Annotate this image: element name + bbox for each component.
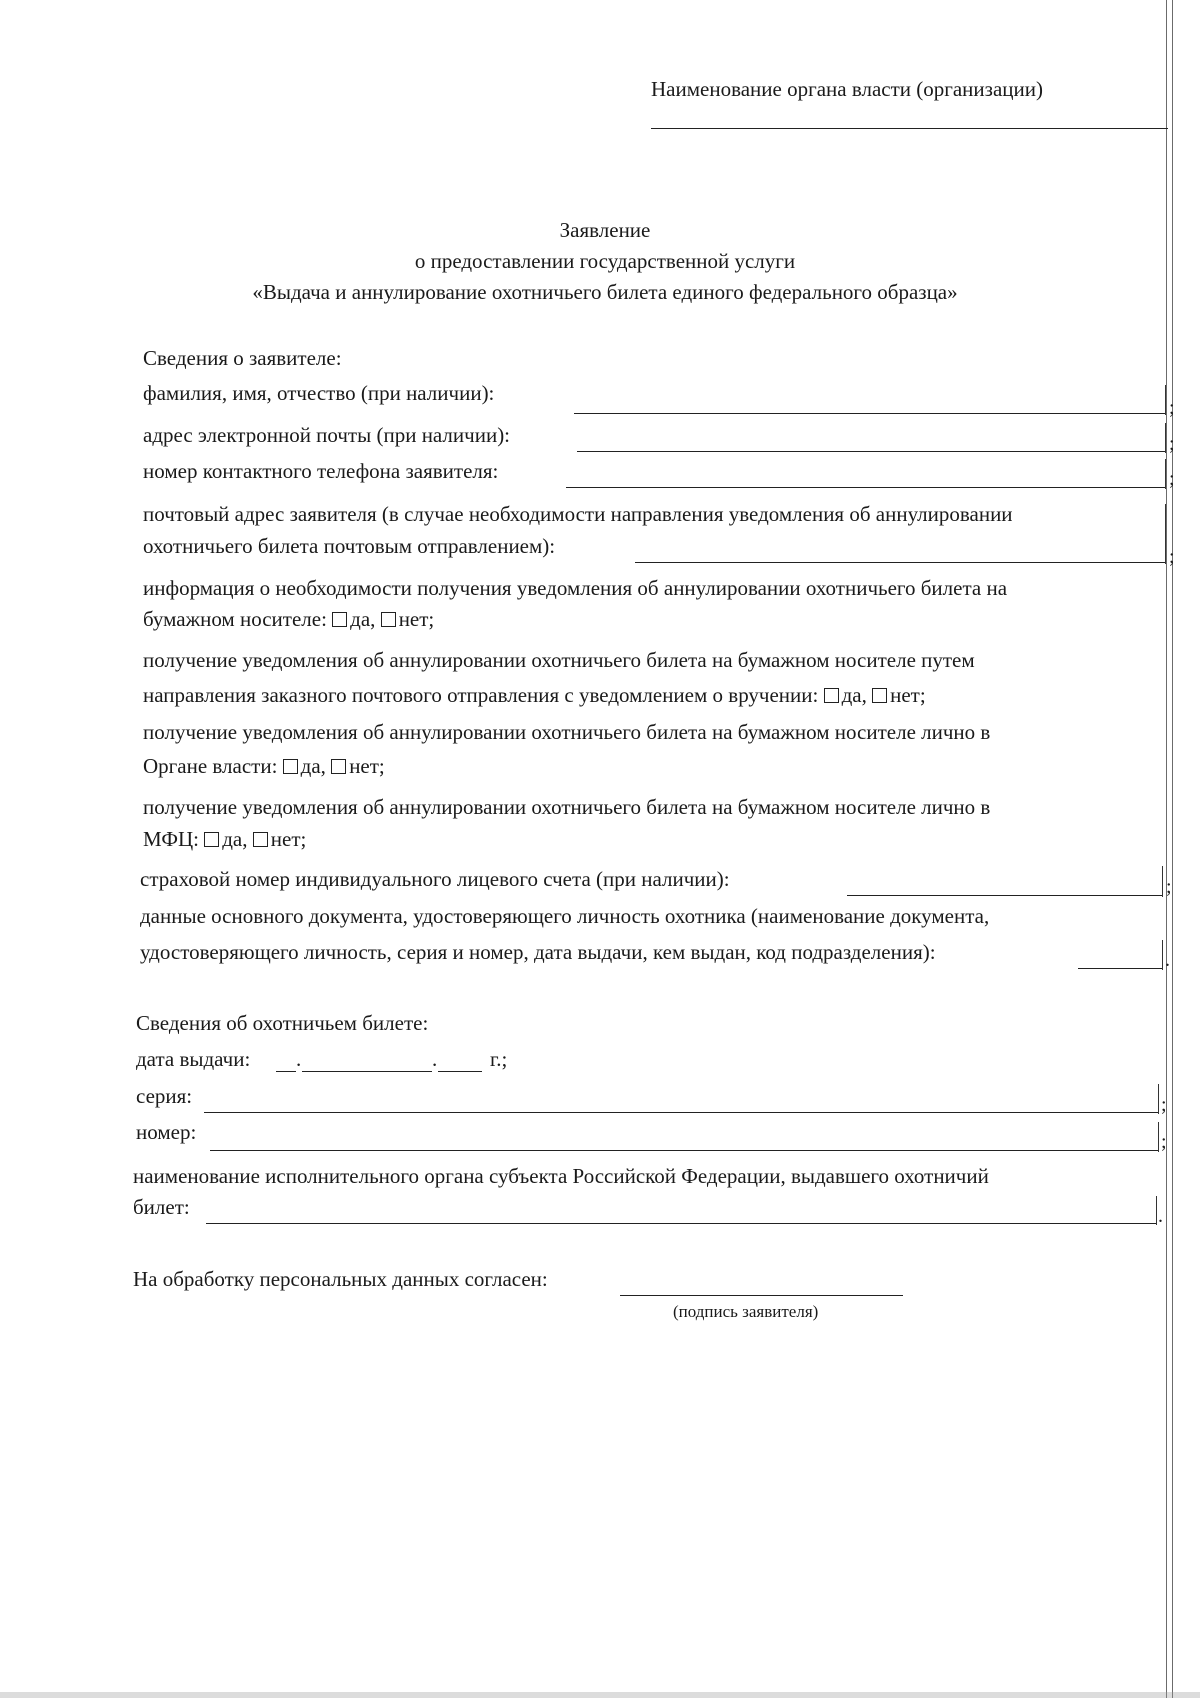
issuer-field[interactable] — [206, 1223, 1156, 1224]
field-end-tick — [1156, 1196, 1157, 1225]
paper-notice-yes-checkbox[interactable] — [332, 612, 347, 627]
issuer-label-line1: наименование исполнительного органа субъекта Российской Федерации, выдавшего охотничий — [133, 1164, 989, 1188]
series-field[interactable] — [204, 1112, 1158, 1113]
service-name: «Выдача и аннулирование охотничьего билета единого федерального образца» — [252, 280, 958, 304]
issuer-label-line2: билет: — [133, 1195, 190, 1219]
full-name-semicolon: ; — [1169, 397, 1175, 419]
id-document-label-line1: данные основного документа, удостоверяющего личность охотника (наименование документа, — [140, 904, 990, 928]
full-name-field[interactable] — [574, 413, 1165, 414]
in-person-authority-yes-label: да, — [300, 754, 326, 778]
field-end-tick — [1158, 1122, 1159, 1152]
registered-mail-yes-checkbox[interactable] — [824, 688, 839, 703]
postal-address-semicolon: ; — [1169, 546, 1175, 568]
applicant-section-heading: Сведения о заявителе: — [143, 346, 342, 370]
field-end-tick — [1162, 940, 1163, 970]
snils-field[interactable] — [847, 895, 1162, 896]
in-person-mfc-label-line1: получение уведомления об аннулировании охотничьего билета на бумажном носителе лично в — [143, 795, 991, 819]
field-end-tick — [1165, 504, 1166, 564]
scan-bottom-strip — [0, 1692, 1200, 1698]
snils-semicolon: ; — [1166, 876, 1172, 898]
id-document-field[interactable] — [1078, 968, 1162, 969]
in-person-mfc-yes-label: да, — [222, 827, 248, 851]
issue-date-label: дата выдачи: — [136, 1047, 251, 1071]
in-person-authority-label-line1: получение уведомления об аннулировании охотничьего билета на бумажном носителе лично в — [143, 720, 991, 744]
in-person-authority-line2 — [143, 753, 385, 779]
field-end-tick — [1165, 385, 1166, 415]
signature-field[interactable] — [620, 1295, 903, 1296]
number-field[interactable] — [210, 1150, 1158, 1151]
in-person-mfc-yes-checkbox[interactable] — [204, 832, 219, 847]
registered-mail-yes-label: да, — [841, 683, 867, 707]
in-person-authority-label-line2: Органе власти: — [143, 754, 278, 778]
in-person-authority-no-checkbox[interactable] — [331, 759, 346, 774]
issue-date-day-field[interactable] — [276, 1071, 296, 1072]
paper-notice-label-line2: бумажном носителе: — [143, 607, 327, 631]
id-document-period: . — [1165, 949, 1170, 971]
postal-address-label-line2: охотничьего билета почтовым отправлением): — [143, 534, 556, 558]
phone-semicolon: ; — [1169, 468, 1175, 490]
number-label: номер: — [136, 1120, 197, 1144]
issuer-period: . — [1158, 1205, 1163, 1227]
registered-mail-label-line2: направления заказного почтового отправления с уведомлением о вручении: — [143, 683, 819, 707]
phone-label: номер контактного телефона заявителя: — [143, 459, 499, 483]
in-person-authority-yes-checkbox[interactable] — [283, 759, 298, 774]
registered-mail-no-label: нет; — [890, 683, 926, 707]
field-end-tick — [1165, 459, 1166, 489]
series-label: серия: — [136, 1084, 193, 1108]
registered-mail-label-line1: получение уведомления об аннулировании охотничьего билета на бумажном носителе путем — [143, 648, 975, 672]
paper-notice-label-line1: информация о необходимости получения уведомления об аннулировании охотничьего билета на — [143, 576, 1008, 600]
registered-mail-no-checkbox[interactable] — [872, 688, 887, 703]
ticket-section-heading: Сведения об охотничьем билете: — [136, 1011, 429, 1035]
authority-name-field[interactable] — [651, 128, 1168, 129]
phone-field[interactable] — [566, 487, 1165, 488]
field-end-tick — [1158, 1084, 1159, 1114]
email-label: адрес электронной почты (при наличии): — [143, 423, 511, 447]
authority-label: Наименование органа власти (организации) — [651, 77, 1043, 101]
snils-label: страховой номер индивидуального лицевого счета (при наличии): — [140, 867, 730, 891]
issue-date-year-field[interactable] — [438, 1071, 482, 1072]
paper-notice-line2 — [143, 606, 434, 632]
in-person-mfc-no-checkbox[interactable] — [253, 832, 268, 847]
field-end-tick — [1162, 866, 1163, 897]
id-document-label-line2: удостоверяющего личность, серия и номер, дата выдачи, кем выдан, код подразделения): — [140, 940, 936, 964]
series-semicolon: ; — [1161, 1094, 1167, 1116]
in-person-mfc-line2 — [143, 826, 306, 852]
number-semicolon: ; — [1161, 1131, 1167, 1153]
in-person-authority-no-label: нет; — [349, 754, 385, 778]
postal-address-field[interactable] — [635, 562, 1165, 563]
email-semicolon: ; — [1169, 433, 1175, 455]
email-field[interactable] — [577, 451, 1165, 452]
consent-label: На обработку персональных данных согласен: — [133, 1267, 548, 1291]
issue-date-dot: . — [432, 1047, 438, 1071]
issue-date-suffix: г.; — [490, 1047, 508, 1071]
in-person-mfc-no-label: нет; — [270, 827, 307, 851]
in-person-mfc-label-line2: МФЦ: — [143, 827, 199, 851]
registered-mail-line2 — [143, 682, 926, 708]
field-end-tick — [1165, 423, 1166, 453]
paper-notice-no-label: нет; — [398, 607, 435, 631]
postal-address-label-line1: почтовый адрес заявителя (в случае необходимости направления уведомления об аннулировании — [143, 502, 1013, 526]
document-subtitle: о предоставлении государственной услуги — [414, 249, 796, 273]
issue-date-dot: . — [296, 1047, 302, 1071]
document-title: Заявление — [559, 218, 651, 242]
paper-notice-no-checkbox[interactable] — [381, 612, 396, 627]
full-name-label: фамилия, имя, отчество (при наличии): — [143, 381, 495, 405]
paper-notice-yes-label: да, — [350, 607, 376, 631]
issue-date-month-field[interactable] — [302, 1071, 432, 1072]
signature-caption: (подпись заявителя) — [673, 1302, 819, 1321]
